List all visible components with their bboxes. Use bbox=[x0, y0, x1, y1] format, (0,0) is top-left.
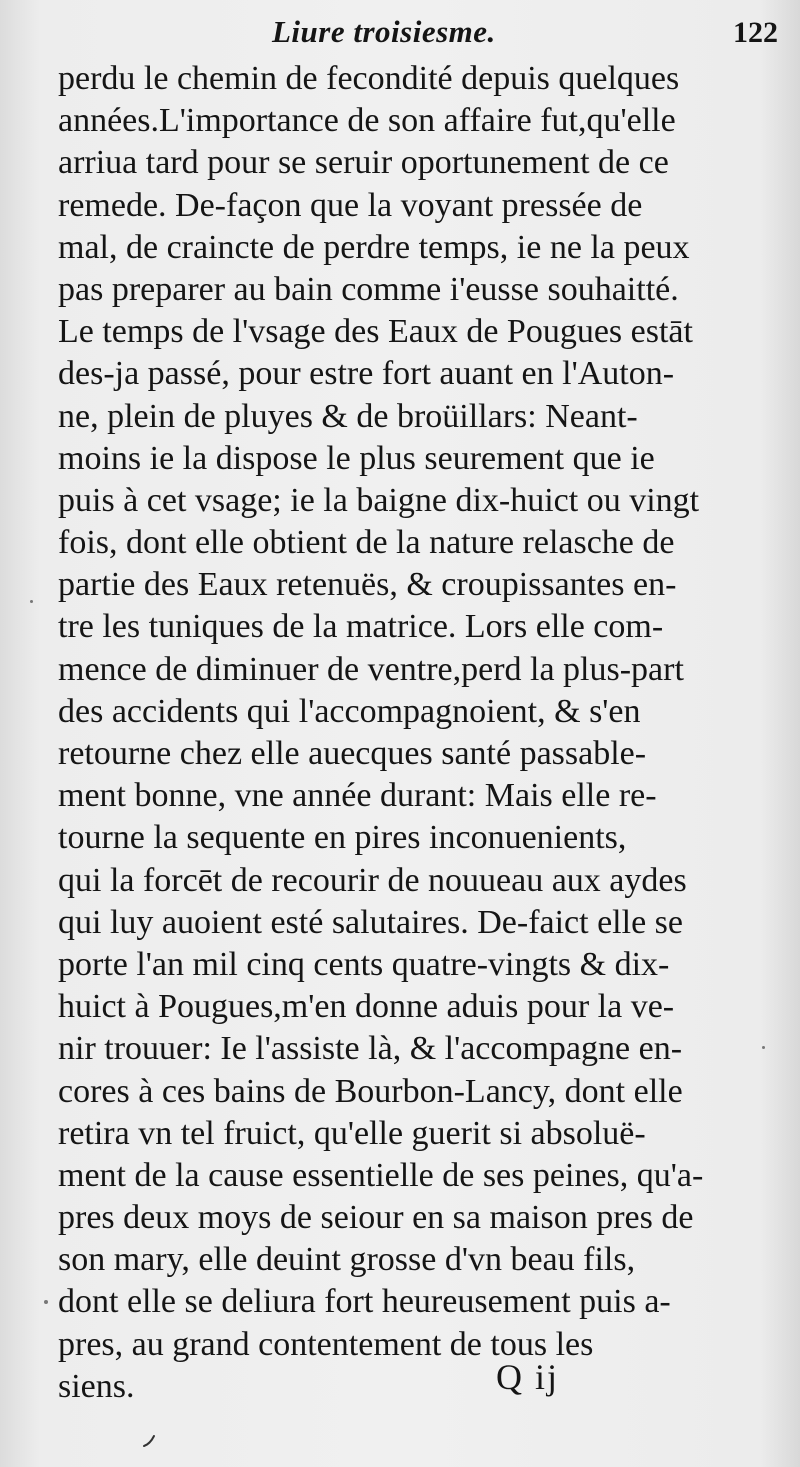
text-line: retourne chez elle auecques santé passable- bbox=[58, 735, 647, 772]
text-line: qui luy auoient esté salutaires. De-faict elle se bbox=[58, 903, 683, 941]
text-line: moins ie la dispose le plus seurement que ie bbox=[58, 439, 655, 477]
ink-speck bbox=[762, 1046, 765, 1049]
text-line: des-ja passé, pour estre fort auant en l'Auton- bbox=[58, 355, 675, 393]
ink-speck bbox=[44, 1300, 48, 1304]
text-line: arriua tard pour se seruir oportunement de ce bbox=[58, 144, 669, 182]
text-line: mence de diminuer de ventre,perd la plus-part bbox=[58, 650, 684, 688]
text-line: pas preparer au bain comme i'eusse souhaitté. bbox=[58, 270, 679, 308]
text-line: nir trouuer: Ie l'assiste là, & l'accompagne en- bbox=[58, 1030, 683, 1068]
text-line: pres, au grand contentement de tous les bbox=[58, 1325, 594, 1363]
running-head: Liure troisiesme. bbox=[272, 14, 496, 49]
text-line: ment bonne, vne année durant: Mais elle re- bbox=[58, 777, 657, 815]
text-line: huict à Pougues,m'en donne aduis pour la ve- bbox=[58, 988, 675, 1026]
text-line: pres deux moys de seiour en sa maison pres de bbox=[58, 1199, 694, 1237]
text-line: des accidents qui l'accompagnoient, & s'en bbox=[58, 692, 641, 730]
page-number: 122 bbox=[733, 16, 778, 49]
body-text bbox=[58, 58, 718, 1408]
text-line: ne, plein de pluyes & de broüillars: Neant- bbox=[58, 397, 638, 435]
text-line: cores à ces bains de Bourbon-Lancy, dont elle bbox=[58, 1072, 683, 1110]
ink-speck bbox=[30, 600, 33, 603]
text-line: Le temps de l'vsage des Eaux de Pougues estāt bbox=[58, 313, 693, 351]
text-line: partie des Eaux retenuës, & croupissantes en- bbox=[58, 566, 677, 604]
text-line: qui la forcēt de recourir de nouueau aux aydes bbox=[58, 861, 687, 899]
text-line: perdu le chemin de fecondité depuis quelques bbox=[58, 60, 680, 97]
text-line: ment de la cause essentielle de ses peines, qu'a- bbox=[58, 1156, 704, 1194]
text-line: tourne la sequente en pires inconuenients, bbox=[58, 819, 627, 857]
text-line: remede. De-façon que la voyant pressée de bbox=[58, 186, 643, 224]
text-line: mal, de craincte de perdre temps, ie ne la peux bbox=[58, 228, 690, 266]
text-line: tre les tuniques de la matrice. Lors elle com- bbox=[58, 608, 664, 646]
page-header bbox=[0, 14, 800, 54]
ink-stroke-icon bbox=[140, 1430, 160, 1450]
text-line: puis à cet vsage; ie la baigne dix-huict ou vingt bbox=[58, 481, 700, 519]
signature-mark: Q ij bbox=[496, 1357, 560, 1397]
text-line: porte l'an mil cinq cents quatre-vingts & dix- bbox=[58, 945, 670, 983]
text-line: années.L'importance de son affaire fut,qu'elle bbox=[58, 102, 676, 140]
text-line: retira vn tel fruict, qu'elle guerit si absoluë- bbox=[58, 1114, 646, 1152]
text-line: fois, dont elle obtient de la nature relasche de bbox=[58, 524, 675, 562]
text-line: son mary, elle deuint grosse d'vn beau fils, bbox=[58, 1241, 636, 1279]
text-line: siens. bbox=[58, 1367, 135, 1405]
text-line: dont elle se deliura fort heureusement puis a- bbox=[58, 1283, 671, 1321]
